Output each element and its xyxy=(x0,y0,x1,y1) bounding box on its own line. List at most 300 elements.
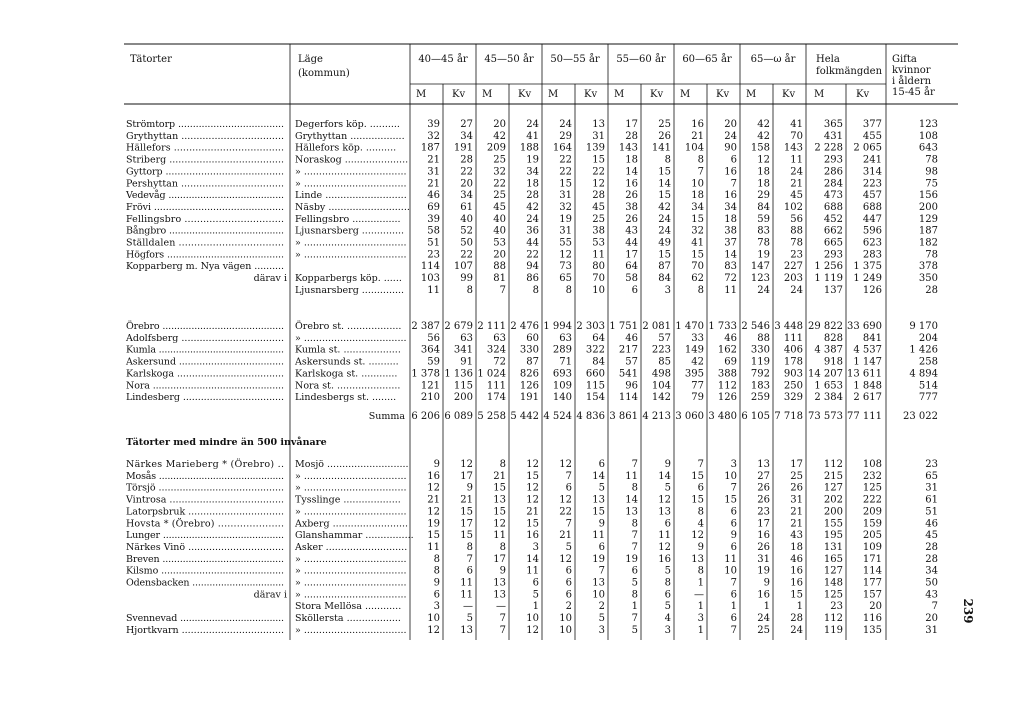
row-value: 164 xyxy=(552,142,572,154)
header-m: M xyxy=(548,89,559,100)
row-value: 85 xyxy=(658,356,671,368)
row-value: 7 xyxy=(565,518,572,530)
row-place-name: Striberg ...................................... xyxy=(126,154,284,166)
row-lage: » .................................. xyxy=(295,506,407,518)
row-value: 1 378 xyxy=(411,368,440,380)
row-lage: » .................................. xyxy=(295,482,407,494)
row-lage: » .................................. xyxy=(295,470,407,482)
row-value: 8 xyxy=(565,284,572,296)
row-value: 223 xyxy=(651,344,671,356)
row-value: 5 xyxy=(532,589,539,601)
row-value: 918 xyxy=(823,356,843,368)
row-value: 12 xyxy=(526,482,539,494)
row-value: 78 xyxy=(925,249,938,261)
row-value: 191 xyxy=(519,392,539,404)
row-lage: Fellingsbro ................ xyxy=(295,213,401,225)
row-lage: Ljusnarsberg .............. xyxy=(295,225,405,237)
row-value: 20 xyxy=(925,613,938,625)
row-value: 147 xyxy=(750,261,770,273)
row-value: 258 xyxy=(918,356,938,368)
header-folkmangden: folkmängden xyxy=(816,66,883,77)
table-row xyxy=(369,411,938,422)
row-value: 6 xyxy=(730,154,737,166)
header-kv: Kv xyxy=(584,89,598,100)
row-value: 6 xyxy=(730,518,737,530)
row-lage: Kumla st. ................... xyxy=(295,344,401,356)
row-value: 174 xyxy=(486,392,506,404)
row-value: 27 xyxy=(757,470,770,482)
row-value: 4 387 xyxy=(814,344,843,356)
row-value: 10 xyxy=(559,613,572,625)
row-place-name: Närkes Vinö ................................ xyxy=(126,541,284,553)
row-value: 1 653 xyxy=(814,380,843,392)
row-value: 22 xyxy=(592,166,605,178)
row-value: 431 xyxy=(823,130,843,142)
row-value: 18 xyxy=(757,178,770,190)
row-place-name: Mosås ............................................ xyxy=(126,470,284,482)
row-value: 10 xyxy=(592,589,605,601)
table-row xyxy=(126,506,938,517)
row-value: 6 xyxy=(631,284,638,296)
row-value: 31 xyxy=(559,190,572,202)
row-lage: Askersunds st. .......... xyxy=(295,356,399,368)
row-value: 43 xyxy=(790,530,803,542)
header-kv: Kv xyxy=(650,89,664,100)
row-value: 21 xyxy=(460,494,473,506)
row-lage: Sköllersta .................. xyxy=(295,613,401,625)
row-value: 104 xyxy=(684,142,704,154)
row-place-name: därav i xyxy=(253,589,287,601)
row-value: 5 xyxy=(466,613,473,625)
row-value: 12 xyxy=(658,541,671,553)
row-value: 16 xyxy=(691,119,704,130)
row-value: 28 xyxy=(925,284,938,296)
row-value: 77 111 xyxy=(847,411,882,422)
row-value: 53 xyxy=(493,237,506,249)
row-value: 3 060 xyxy=(675,411,704,422)
row-value: 78 xyxy=(790,237,803,249)
row-value: 12 xyxy=(658,494,671,506)
row-lage: Lindesbergs st. ........ xyxy=(295,392,397,404)
row-lage: Grythyttan .................. xyxy=(295,130,405,142)
row-value: 12 xyxy=(559,249,572,261)
row-value: 32 xyxy=(493,166,506,178)
row-value: 19 xyxy=(526,154,539,166)
row-value: 6 xyxy=(466,565,473,577)
row-value: 104 xyxy=(651,380,671,392)
row-value: 15 xyxy=(460,506,473,518)
row-value: 44 xyxy=(625,237,638,249)
row-value: 455 xyxy=(862,130,882,142)
row-value: 70 xyxy=(592,273,605,285)
row-place-name: Kumla ............................................ xyxy=(126,344,284,356)
row-value: 78 xyxy=(757,237,770,249)
row-value: 9 xyxy=(730,530,737,542)
row-value: 65 xyxy=(925,470,938,482)
row-value: 22 xyxy=(559,506,572,518)
row-value: 1 733 xyxy=(708,321,737,332)
row-value: 84 xyxy=(757,201,770,213)
table-row xyxy=(126,566,938,577)
row-value: 31 xyxy=(757,553,770,565)
row-value: 114 xyxy=(618,392,638,404)
row-value: 26 xyxy=(625,190,638,202)
row-value: 125 xyxy=(823,589,843,601)
table-body xyxy=(125,119,938,636)
row-value: 688 xyxy=(862,201,882,213)
row-value: 12 xyxy=(592,178,605,190)
row-place-name: Hjortkvarn .................................. xyxy=(126,624,284,636)
table-row xyxy=(126,368,938,379)
row-value: 2 xyxy=(565,601,572,613)
row-value: 24 xyxy=(526,119,539,130)
row-value: 73 xyxy=(559,261,572,273)
row-value: 210 xyxy=(420,392,440,404)
row-value: 28 xyxy=(925,541,938,553)
row-place-name: Frövi ............................................ xyxy=(126,201,284,213)
row-value: 841 xyxy=(862,332,882,344)
row-value: 142 xyxy=(651,392,671,404)
row-value: 15 xyxy=(658,190,671,202)
row-value: 12 xyxy=(526,459,539,470)
header-gifta-kvinnor: i åldern xyxy=(892,76,932,87)
row-value: 79 xyxy=(691,392,704,404)
row-value: 13 xyxy=(625,506,638,518)
row-value: 20 xyxy=(724,119,737,130)
row-value: 141 xyxy=(651,142,671,154)
row-value: 83 xyxy=(757,225,770,237)
row-value: 46 xyxy=(625,332,638,344)
row-lage: » .................................. xyxy=(295,237,407,249)
row-value: 7 xyxy=(499,624,506,636)
row-value: 187 xyxy=(420,142,440,154)
row-value: 2 065 xyxy=(853,142,882,154)
row-value: 286 xyxy=(823,166,843,178)
row-value: 8 xyxy=(532,284,539,296)
row-value: 91 xyxy=(460,356,473,368)
row-value: 32 xyxy=(559,201,572,213)
table-row xyxy=(125,189,938,201)
row-place-name: Karlskoga .................................... xyxy=(126,368,284,380)
row-value: 643 xyxy=(918,142,938,154)
row-value: 5 xyxy=(631,577,638,589)
row-value: 25 xyxy=(790,470,803,482)
row-place-name: Vintrosa ...................................... xyxy=(126,494,284,506)
row-summa-label: Summa xyxy=(368,411,405,422)
row-value: — xyxy=(694,589,704,601)
row-value: 112 xyxy=(823,613,843,625)
row-value: 34 xyxy=(460,190,473,202)
header-age-group: 45—50 år xyxy=(484,54,534,65)
row-lage: Örebro st. .................. xyxy=(295,321,402,332)
row-value: 21 xyxy=(427,494,440,506)
row-value: 11 xyxy=(592,249,605,261)
row-value: 4 524 xyxy=(543,411,572,422)
row-value: 99 xyxy=(460,273,473,285)
row-value: 88 xyxy=(757,332,770,344)
row-value: 11 xyxy=(427,284,440,296)
row-value: 7 718 xyxy=(774,411,803,422)
row-value: 2 387 xyxy=(411,321,440,332)
row-value: 1 426 xyxy=(909,344,938,356)
row-value: 7 xyxy=(631,613,638,625)
row-value: 20 xyxy=(493,119,506,130)
row-value: 10 xyxy=(526,613,539,625)
row-value: 6 xyxy=(565,565,572,577)
row-value: 45 xyxy=(592,201,605,213)
row-value: 25 xyxy=(493,154,506,166)
row-value: 792 xyxy=(750,368,770,380)
row-value: 1 xyxy=(697,624,704,636)
row-value: 12 xyxy=(559,553,572,565)
row-lage: Näsby ........................... xyxy=(295,201,410,213)
row-value: 148 xyxy=(823,577,843,589)
header-m: M xyxy=(614,89,625,100)
row-value: 156 xyxy=(918,190,938,202)
row-value: 5 xyxy=(664,601,671,613)
row-value: 114 xyxy=(420,261,440,273)
row-value: 2 111 xyxy=(477,321,506,332)
row-value: 330 xyxy=(750,344,770,356)
row-value: 3 861 xyxy=(609,411,638,422)
table-row xyxy=(126,166,938,177)
row-value: 33 690 xyxy=(847,321,882,332)
row-value: 2 228 xyxy=(814,142,843,154)
row-value: 15 xyxy=(592,506,605,518)
header-kv: Kv xyxy=(782,89,796,100)
row-value: 15 xyxy=(790,589,803,601)
row-value: 12 xyxy=(460,459,473,470)
row-lage: » .................................. xyxy=(295,178,407,190)
table-row xyxy=(295,285,938,296)
row-value: 3 448 xyxy=(774,321,803,332)
row-value: 13 611 xyxy=(847,368,882,380)
row-value: 777 xyxy=(918,392,938,404)
row-value: 178 xyxy=(783,356,803,368)
row-value: 7 xyxy=(565,470,572,482)
row-value: 9 xyxy=(499,565,506,577)
row-value: 177 xyxy=(862,577,882,589)
row-place-name: Askersund .................................... xyxy=(126,356,284,368)
row-value: 10 xyxy=(592,284,605,296)
table-row xyxy=(295,601,938,612)
row-value: 23 xyxy=(427,249,440,261)
row-value: 8 xyxy=(631,589,638,601)
row-value: 1 848 xyxy=(853,380,882,392)
row-value: 1 xyxy=(763,601,770,613)
header-kv: Kv xyxy=(716,89,730,100)
row-value: 25 xyxy=(493,190,506,202)
row-value: 69 xyxy=(427,201,440,213)
table-row xyxy=(126,483,938,494)
row-lage: Hällefors köp. .......... xyxy=(295,142,397,154)
table-row xyxy=(126,320,938,332)
row-value: 32 xyxy=(691,225,704,237)
row-value: 10 xyxy=(559,624,572,636)
row-value: 12 xyxy=(427,482,440,494)
row-value: 378 xyxy=(918,261,938,273)
row-value: 28 xyxy=(592,190,605,202)
row-value: 119 xyxy=(823,624,843,636)
row-value: 59 xyxy=(757,213,770,225)
row-value: 1 249 xyxy=(853,273,882,285)
table-row xyxy=(126,613,938,624)
row-value: 20 xyxy=(460,178,473,190)
row-value: 16 xyxy=(790,565,803,577)
row-value: 7 xyxy=(730,624,737,636)
row-value: 3 xyxy=(664,284,671,296)
row-value: 2 303 xyxy=(576,321,605,332)
row-value: 16 xyxy=(427,470,440,482)
row-value: 143 xyxy=(783,142,803,154)
row-value: 9 170 xyxy=(909,321,938,332)
row-value: 283 xyxy=(862,249,882,261)
row-value: 2 081 xyxy=(642,321,671,332)
row-value: 250 xyxy=(783,380,803,392)
row-value: 498 xyxy=(651,368,671,380)
row-value: 22 xyxy=(460,166,473,178)
row-value: 16 xyxy=(526,530,539,542)
row-value: 12 xyxy=(526,624,539,636)
row-value: 205 xyxy=(862,530,882,542)
row-value: 15 xyxy=(724,494,737,506)
row-value: 324 xyxy=(486,344,506,356)
row-lage: » .................................. xyxy=(295,249,407,261)
row-value: 6 xyxy=(730,589,737,601)
row-value: 127 xyxy=(823,565,843,577)
row-value: 452 xyxy=(823,213,843,225)
row-value: 12 xyxy=(526,494,539,506)
row-value: 73 573 xyxy=(808,411,843,422)
row-value: 22 xyxy=(493,178,506,190)
row-value: 1 xyxy=(697,577,704,589)
row-value: 9 xyxy=(433,577,440,589)
row-value: 1 024 xyxy=(477,368,506,380)
row-value: 4 xyxy=(697,518,704,530)
row-value: 42 xyxy=(757,130,770,142)
row-value: — xyxy=(463,601,473,613)
row-value: 71 xyxy=(559,356,572,368)
row-value: 17 xyxy=(460,518,473,530)
row-place-name: Närkes Marieberg * (Örebro) .. xyxy=(126,459,284,470)
row-value: 8 xyxy=(697,565,704,577)
row-value: 13 xyxy=(493,577,506,589)
table-row xyxy=(126,345,938,356)
row-value: 75 xyxy=(925,178,938,190)
row-value: 5 xyxy=(565,541,572,553)
row-value: 2 xyxy=(598,601,605,613)
row-value: 108 xyxy=(918,130,938,142)
row-value: 25 xyxy=(757,624,770,636)
row-value: 72 xyxy=(724,273,737,285)
row-value: 43 xyxy=(925,589,938,601)
table-row xyxy=(126,517,938,529)
table-row xyxy=(125,333,938,344)
row-value: 1 xyxy=(631,601,638,613)
row-value: 693 xyxy=(552,368,572,380)
row-value: 44 xyxy=(526,237,539,249)
row-value: 7 xyxy=(631,541,638,553)
row-value: 5 442 xyxy=(510,411,539,422)
row-value: 23 022 xyxy=(903,411,938,422)
row-value: 660 xyxy=(585,368,605,380)
row-value: 6 206 xyxy=(411,411,440,422)
row-value: 21 xyxy=(790,178,803,190)
row-lage: Tysslinge ................... xyxy=(295,494,401,506)
row-value: 149 xyxy=(684,344,704,356)
row-value: 88 xyxy=(790,225,803,237)
row-value: 18 xyxy=(724,213,737,225)
table-row xyxy=(125,357,938,368)
row-value: 111 xyxy=(783,332,803,344)
row-value: 24 xyxy=(790,166,803,178)
row-value: 135 xyxy=(862,624,882,636)
row-value: 7 xyxy=(598,565,605,577)
row-value: 39 xyxy=(427,119,440,130)
row-lage: Ljusnarsberg .............. xyxy=(295,284,405,296)
row-value: 84 xyxy=(658,273,671,285)
row-value: 7 xyxy=(730,482,737,494)
row-value: 15 xyxy=(691,249,704,261)
row-value: 6 xyxy=(433,589,440,601)
row-value: 223 xyxy=(862,178,882,190)
row-value: 26 xyxy=(658,130,671,142)
row-value: 15 xyxy=(691,470,704,482)
table-row xyxy=(125,495,938,506)
table-row xyxy=(126,530,938,541)
row-value: 159 xyxy=(862,518,882,530)
table-header xyxy=(130,53,935,100)
row-place-name: Högfors ........................................ xyxy=(126,249,284,261)
row-value: 8 xyxy=(499,459,506,470)
row-value: 23 xyxy=(830,601,843,613)
row-value: 46 xyxy=(790,553,803,565)
row-place-name: Gyttorp ........................................ xyxy=(126,166,284,178)
row-value: 8 xyxy=(433,553,440,565)
row-value: 70 xyxy=(691,261,704,273)
row-value: 9 xyxy=(664,459,671,470)
row-value: 227 xyxy=(783,261,803,273)
row-value: 20 xyxy=(869,601,882,613)
row-value: 40 xyxy=(460,213,473,225)
row-value: 4 213 xyxy=(642,411,671,422)
row-lage: » .................................. xyxy=(295,332,407,344)
header-tatorter: Tätorter xyxy=(130,54,172,65)
row-value: 61 xyxy=(925,494,938,506)
row-value: 289 xyxy=(552,344,572,356)
row-value: 77 xyxy=(691,380,704,392)
row-value: 13 xyxy=(592,577,605,589)
row-value: 14 xyxy=(592,470,605,482)
row-value: 18 xyxy=(691,190,704,202)
row-value: 63 xyxy=(559,332,572,344)
row-value: 15 xyxy=(526,518,539,530)
row-value: 34 xyxy=(724,201,737,213)
row-value: 94 xyxy=(526,261,539,273)
row-value: 21 xyxy=(790,518,803,530)
row-value: 51 xyxy=(925,506,938,518)
row-value: 42 xyxy=(691,356,704,368)
row-value: 16 xyxy=(658,553,671,565)
row-value: 81 xyxy=(493,273,506,285)
row-value: 16 xyxy=(757,530,770,542)
row-value: 9 xyxy=(697,541,704,553)
row-value: 38 xyxy=(724,225,737,237)
header-gifta-kvinnor: kvinnor xyxy=(892,65,931,76)
row-value: 284 xyxy=(823,178,843,190)
row-value: 22 xyxy=(559,154,572,166)
row-value: 14 xyxy=(625,166,638,178)
